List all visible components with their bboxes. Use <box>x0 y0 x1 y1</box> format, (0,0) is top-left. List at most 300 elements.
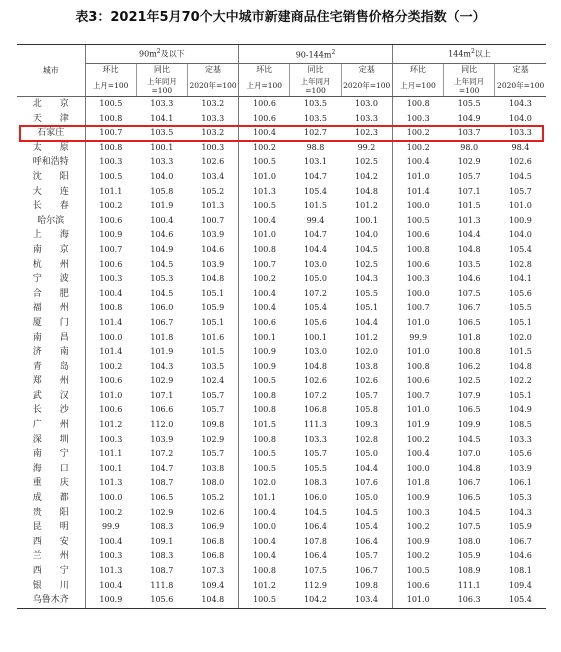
value-cell: 107.0 <box>457 449 481 459</box>
value-cell: 100.1 <box>355 215 378 225</box>
table-row <box>17 345 546 360</box>
value-cell: 100.8 <box>392 243 443 258</box>
value-cell: 106.5 <box>457 317 481 327</box>
city-cell: 兰 州 <box>32 551 69 562</box>
value-cell: 104.0 <box>508 230 532 240</box>
table-row <box>17 316 546 331</box>
city-cell: 昆 明 <box>32 522 69 533</box>
value-cell: 100.9 <box>239 360 290 375</box>
value-cell: 103.0 <box>304 259 327 269</box>
value-cell: 104.8 <box>457 244 481 254</box>
value-cell: 100.4 <box>239 214 290 229</box>
value-cell: 103.3 <box>150 99 174 108</box>
value-cell: 100.2 <box>392 141 443 156</box>
value-cell: 102.0 <box>239 476 290 491</box>
value-cell: 104.5 <box>457 507 481 517</box>
table-row <box>17 433 546 448</box>
value-cell: 100.6 <box>85 403 136 418</box>
city-cell: 银 川 <box>32 580 69 591</box>
value-cell: 101.4 <box>85 316 136 331</box>
value-cell: 108.9 <box>457 566 481 575</box>
value-cell: 100.8 <box>239 433 290 448</box>
value-cell: 103.4 <box>201 171 225 181</box>
value-cell: 100.5 <box>239 462 290 477</box>
value-cell: 100.8 <box>239 243 290 258</box>
value-cell: 104.4 <box>355 463 378 473</box>
city-cell: 杭 州 <box>32 259 69 270</box>
value-cell: 101.3 <box>201 201 225 211</box>
value-cell: 105.2 <box>201 493 225 503</box>
value-cell: 100.7 <box>85 243 136 258</box>
price-index-table-wrapper <box>17 44 546 609</box>
value-cell: 111.1 <box>457 580 481 590</box>
value-cell: 100.2 <box>392 520 443 535</box>
value-cell: 103.1 <box>304 157 327 167</box>
value-cell: 103.3 <box>304 434 327 444</box>
group-header-large <box>392 45 546 64</box>
unit-header-base: 2020年=100 <box>495 75 546 97</box>
value-cell: 105.6 <box>304 317 327 327</box>
value-cell: 99.9 <box>85 520 136 535</box>
value-cell: 102.2 <box>508 376 532 386</box>
value-cell: 103.8 <box>201 463 225 473</box>
table-row <box>17 97 546 112</box>
group-large-sup: 2 <box>470 48 475 56</box>
sub-header-mom: 环比 <box>239 64 290 76</box>
value-cell: 109.8 <box>201 420 225 430</box>
value-cell: 100.3 <box>85 433 136 448</box>
header-sub-row <box>17 64 546 76</box>
value-cell: 104.5 <box>355 244 378 254</box>
value-cell: 100.4 <box>239 535 290 550</box>
table-row <box>17 549 546 564</box>
table-row <box>17 374 546 389</box>
value-cell: 106.3 <box>444 593 495 608</box>
value-cell: 99.2 <box>357 142 376 152</box>
value-cell: 101.9 <box>392 418 443 433</box>
value-cell: 105.1 <box>201 317 225 327</box>
value-cell: 106.6 <box>150 405 174 415</box>
value-cell: 105.7 <box>355 551 378 561</box>
value-cell: 101.0 <box>508 201 532 211</box>
value-cell: 102.9 <box>150 507 174 517</box>
value-cell: 109.3 <box>355 420 378 430</box>
value-cell: 101.8 <box>392 476 443 491</box>
value-cell: 104.8 <box>355 186 378 196</box>
group-large-prefix: 144m <box>448 49 471 59</box>
value-cell: 101.8 <box>457 332 481 342</box>
value-cell: 105.7 <box>201 449 225 459</box>
value-cell: 105.2 <box>201 186 225 196</box>
value-cell: 100.2 <box>85 199 136 214</box>
value-cell: 99.4 <box>306 215 325 225</box>
value-cell: 100.4 <box>150 215 174 225</box>
value-cell: 105.4 <box>355 522 378 532</box>
value-cell: 105.1 <box>355 303 378 313</box>
value-cell: 101.2 <box>355 332 378 342</box>
value-cell: 101.8 <box>150 332 174 342</box>
value-cell: 104.7 <box>150 463 174 473</box>
value-cell: 103.2 <box>201 128 225 138</box>
value-cell: 105.5 <box>457 99 481 108</box>
value-cell: 105.8 <box>150 186 174 196</box>
city-cell: 太 原 <box>32 142 69 153</box>
value-cell: 100.3 <box>85 549 136 564</box>
sub-header-yoy: 同比 <box>290 64 341 76</box>
value-cell: 104.7 <box>304 230 327 240</box>
value-cell: 100.2 <box>392 126 443 141</box>
value-cell: 101.5 <box>457 201 481 211</box>
city-cell: 长 沙 <box>32 405 69 416</box>
value-cell: 100.8 <box>85 301 136 316</box>
value-cell: 100.6 <box>392 374 443 389</box>
value-cell: 100.7 <box>85 126 136 141</box>
value-cell: 100.4 <box>239 549 290 564</box>
unit-header-yoy: 上年同月=100 <box>290 75 341 97</box>
value-cell: 100.2 <box>239 272 290 287</box>
city-cell: 天 津 <box>32 113 69 124</box>
value-cell: 102.5 <box>355 259 378 269</box>
value-cell: 100.5 <box>239 199 290 214</box>
value-cell: 104.3 <box>150 361 174 371</box>
value-cell: 105.5 <box>508 303 532 313</box>
value-cell: 100.9 <box>239 345 290 360</box>
value-cell: 100.9 <box>392 491 443 506</box>
value-cell: 108.1 <box>508 566 532 575</box>
value-cell: 101.2 <box>239 579 290 594</box>
value-cell: 107.2 <box>150 449 174 459</box>
value-cell: 100.4 <box>85 579 136 594</box>
table-row <box>17 593 546 608</box>
value-cell: 101.0 <box>85 389 136 404</box>
value-cell: 109.9 <box>457 420 481 430</box>
city-cell: 海 口 <box>32 463 69 474</box>
value-cell: 98.8 <box>306 142 325 152</box>
value-cell: 108.7 <box>150 566 174 575</box>
value-cell: 105.0 <box>355 449 378 459</box>
value-cell: 100.5 <box>239 447 290 462</box>
value-cell: 100.6 <box>392 228 443 243</box>
city-cell: 长 春 <box>32 201 69 212</box>
city-cell: 南 宁 <box>32 449 69 460</box>
value-cell: 100.9 <box>85 593 136 608</box>
city-cell: 西 宁 <box>32 566 69 576</box>
value-cell: 100.5 <box>239 593 290 608</box>
sub-header-base: 定基 <box>341 64 392 76</box>
table-row <box>17 243 546 258</box>
value-cell: 106.1 <box>508 478 532 488</box>
table-row <box>17 287 546 302</box>
value-cell: 109.4 <box>201 580 225 590</box>
city-cell: 哈尔滨 <box>37 215 65 226</box>
table-row <box>17 520 546 535</box>
value-cell: 106.9 <box>201 522 225 532</box>
group-header-medium <box>239 45 393 64</box>
table-row <box>17 185 546 200</box>
value-cell: 103.9 <box>201 230 225 240</box>
value-cell: 105.3 <box>508 493 532 503</box>
unit-header-base: 2020年=100 <box>187 75 238 97</box>
value-cell: 100.6 <box>85 214 136 229</box>
value-cell: 108.5 <box>508 420 532 430</box>
table-row <box>17 360 546 375</box>
value-cell: 104.4 <box>457 230 481 240</box>
value-cell: 100.8 <box>85 141 136 156</box>
value-cell: 100.8 <box>392 97 443 112</box>
value-cell: 104.1 <box>150 113 174 123</box>
value-cell: 100.6 <box>85 374 136 389</box>
value-cell: 106.5 <box>457 405 481 415</box>
table-row <box>17 389 546 404</box>
value-cell: 104.9 <box>457 113 481 123</box>
value-cell: 104.5 <box>457 434 481 444</box>
value-cell: 101.4 <box>85 345 136 360</box>
value-cell: 100.4 <box>239 301 290 316</box>
value-cell: 105.6 <box>508 288 532 298</box>
value-cell: 102.9 <box>150 376 174 386</box>
table-row <box>17 214 546 229</box>
value-cell: 100.3 <box>392 112 443 127</box>
value-cell: 104.9 <box>508 405 532 415</box>
value-cell: 102.0 <box>355 347 378 357</box>
value-cell: 101.9 <box>150 347 174 357</box>
value-cell: 104.8 <box>457 463 481 473</box>
value-cell: 102.3 <box>355 128 378 138</box>
value-cell: 100.9 <box>85 228 136 243</box>
city-cell: 北 京 <box>32 99 69 109</box>
value-cell: 101.0 <box>392 403 443 418</box>
value-cell: 101.5 <box>508 347 532 357</box>
value-cell: 104.5 <box>508 171 532 181</box>
value-cell: 104.8 <box>187 593 238 608</box>
city-cell: 石家庄 <box>37 128 65 139</box>
value-cell: 106.2 <box>457 361 481 371</box>
table-row <box>17 112 546 127</box>
value-cell: 105.9 <box>508 522 532 532</box>
value-cell: 106.7 <box>457 303 481 313</box>
table-row <box>17 476 546 491</box>
value-cell: 101.0 <box>392 345 443 360</box>
value-cell: 105.5 <box>355 288 378 298</box>
value-cell: 103.5 <box>304 113 327 123</box>
city-cell: 上 海 <box>32 230 69 241</box>
value-cell: 109.8 <box>355 580 378 590</box>
value-cell: 106.4 <box>304 551 327 561</box>
value-cell: 112.9 <box>304 580 327 590</box>
value-cell: 106.8 <box>304 405 327 415</box>
value-cell: 112.0 <box>150 420 174 430</box>
table-row <box>17 564 546 579</box>
value-cell: 100.9 <box>392 535 443 550</box>
value-cell: 100.4 <box>239 287 290 302</box>
value-cell: 101.0 <box>239 228 290 243</box>
value-cell: 100.0 <box>392 287 443 302</box>
value-cell: 104.5 <box>304 507 327 517</box>
table-row <box>17 462 546 477</box>
table-row <box>17 272 546 287</box>
group-small-suffix: 及以下 <box>160 49 185 59</box>
table-row <box>17 126 546 141</box>
value-cell: 111.3 <box>304 420 327 430</box>
value-cell: 105.0 <box>304 274 327 284</box>
value-cell: 100.5 <box>392 214 443 229</box>
value-cell: 105.7 <box>457 171 481 181</box>
value-cell: 101.5 <box>304 201 327 211</box>
group-header-small <box>85 45 239 64</box>
table-row <box>17 301 546 316</box>
value-cell: 100.4 <box>392 447 443 462</box>
value-cell: 105.4 <box>304 303 327 313</box>
value-cell: 107.1 <box>457 186 481 196</box>
value-cell: 100.4 <box>239 506 290 521</box>
city-cell: 沈 阳 <box>32 171 69 182</box>
value-cell: 105.1 <box>508 317 532 327</box>
value-cell: 105.1 <box>201 288 225 298</box>
value-cell: 100.3 <box>392 272 443 287</box>
value-cell: 106.0 <box>150 303 174 313</box>
city-cell: 武 汉 <box>32 390 69 401</box>
value-cell: 101.3 <box>85 564 136 579</box>
value-cell: 107.9 <box>457 390 481 400</box>
unit-header-mom: 上月=100 <box>85 75 136 97</box>
value-cell: 106.7 <box>457 478 481 488</box>
value-cell: 100.2 <box>392 549 443 564</box>
value-cell: 101.0 <box>392 316 443 331</box>
value-cell: 105.9 <box>457 551 481 561</box>
value-cell: 100.5 <box>85 97 136 112</box>
value-cell: 100.4 <box>392 155 443 170</box>
city-cell: 大 连 <box>32 186 69 197</box>
value-cell: 108.7 <box>150 478 174 488</box>
value-cell: 106.7 <box>150 317 174 327</box>
value-cell: 105.4 <box>304 186 327 196</box>
value-cell: 108.0 <box>457 536 481 546</box>
table-row <box>17 418 546 433</box>
value-cell: 100.8 <box>85 112 136 127</box>
value-cell: 101.0 <box>392 593 443 608</box>
value-cell: 100.2 <box>85 506 136 521</box>
value-cell: 103.7 <box>457 128 481 138</box>
value-cell: 101.2 <box>85 418 136 433</box>
table-row <box>17 491 546 506</box>
value-cell: 104.3 <box>508 507 532 517</box>
value-cell: 105.7 <box>201 405 225 415</box>
value-cell: 100.7 <box>392 301 443 316</box>
value-cell: 100.4 <box>85 535 136 550</box>
value-cell: 102.6 <box>201 507 225 517</box>
value-cell: 100.0 <box>85 331 136 346</box>
city-cell: 厦 门 <box>32 317 69 328</box>
value-cell: 104.0 <box>508 113 532 123</box>
value-cell: 104.6 <box>150 230 174 240</box>
value-cell: 100.2 <box>85 360 136 375</box>
value-cell: 105.6 <box>136 593 187 608</box>
value-cell: 103.0 <box>355 99 378 108</box>
value-cell: 106.7 <box>508 536 532 546</box>
value-cell: 105.7 <box>201 390 225 400</box>
value-cell: 100.8 <box>239 403 290 418</box>
value-cell: 107.6 <box>355 478 378 488</box>
city-cell: 深 圳 <box>32 434 69 445</box>
value-cell: 101.4 <box>392 185 443 200</box>
value-cell: 104.4 <box>355 317 378 327</box>
value-cell: 102.8 <box>355 434 378 444</box>
group-small-sup: 2 <box>156 48 161 56</box>
value-cell: 102.6 <box>201 157 225 167</box>
sub-header-yoy: 同比 <box>444 64 495 76</box>
value-cell: 102.4 <box>201 376 225 386</box>
value-cell: 111.8 <box>150 580 174 590</box>
value-cell: 100.5 <box>392 564 443 579</box>
table-row <box>17 170 546 185</box>
value-cell: 104.2 <box>355 171 378 181</box>
value-cell: 105.7 <box>508 186 532 196</box>
value-cell: 104.9 <box>150 244 174 254</box>
value-cell: 100.8 <box>239 389 290 404</box>
value-cell: 103.2 <box>201 99 225 108</box>
value-cell: 105.5 <box>304 463 327 473</box>
price-index-table <box>17 44 546 609</box>
value-cell: 104.5 <box>150 288 174 298</box>
value-cell: 104.4 <box>304 244 327 254</box>
city-cell: 重 庆 <box>32 478 69 489</box>
value-cell: 102.0 <box>508 332 532 342</box>
value-cell: 108.3 <box>304 478 327 488</box>
value-cell: 100.6 <box>239 112 290 127</box>
value-cell: 100.0 <box>392 199 443 214</box>
value-cell: 103.3 <box>201 113 225 123</box>
value-cell: 104.1 <box>508 274 532 284</box>
table-row <box>17 403 546 418</box>
value-cell: 100.0 <box>392 462 443 477</box>
table-row <box>17 331 546 346</box>
value-cell: 104.3 <box>355 274 378 284</box>
value-cell: 102.6 <box>304 376 327 386</box>
value-cell: 101.5 <box>201 347 225 357</box>
city-cell: 宁 波 <box>32 274 69 285</box>
value-cell: 103.9 <box>508 463 532 473</box>
value-cell: 106.8 <box>201 551 225 561</box>
value-cell: 103.4 <box>341 593 392 608</box>
value-cell: 104.8 <box>201 274 225 284</box>
value-cell: 107.5 <box>457 522 481 532</box>
value-cell: 100.6 <box>239 316 290 331</box>
value-cell: 104.5 <box>355 507 378 517</box>
unit-header-yoy: 上年同月=100 <box>444 75 495 97</box>
group-large-suffix: 以上 <box>474 49 491 59</box>
value-cell: 100.0 <box>239 520 290 535</box>
value-cell: 100.1 <box>304 332 327 342</box>
value-cell: 101.2 <box>355 201 378 211</box>
value-cell: 100.0 <box>85 491 136 506</box>
value-cell: 102.6 <box>508 157 532 167</box>
table-row <box>17 228 546 243</box>
value-cell: 101.6 <box>201 332 225 342</box>
value-cell: 101.1 <box>85 447 136 462</box>
value-cell: 105.9 <box>201 303 225 313</box>
value-cell: 102.5 <box>355 157 378 167</box>
value-cell: 107.1 <box>150 390 174 400</box>
value-cell: 106.5 <box>150 493 174 503</box>
value-cell: 100.2 <box>239 141 290 156</box>
city-cell: 南 昌 <box>32 332 69 343</box>
value-cell: 105.6 <box>508 449 532 459</box>
value-cell: 100.5 <box>239 374 290 389</box>
value-cell: 109.4 <box>508 580 532 590</box>
group-medium-prefix: 90-144m <box>295 50 332 60</box>
table-row <box>17 506 546 521</box>
value-cell: 109.1 <box>150 536 174 546</box>
